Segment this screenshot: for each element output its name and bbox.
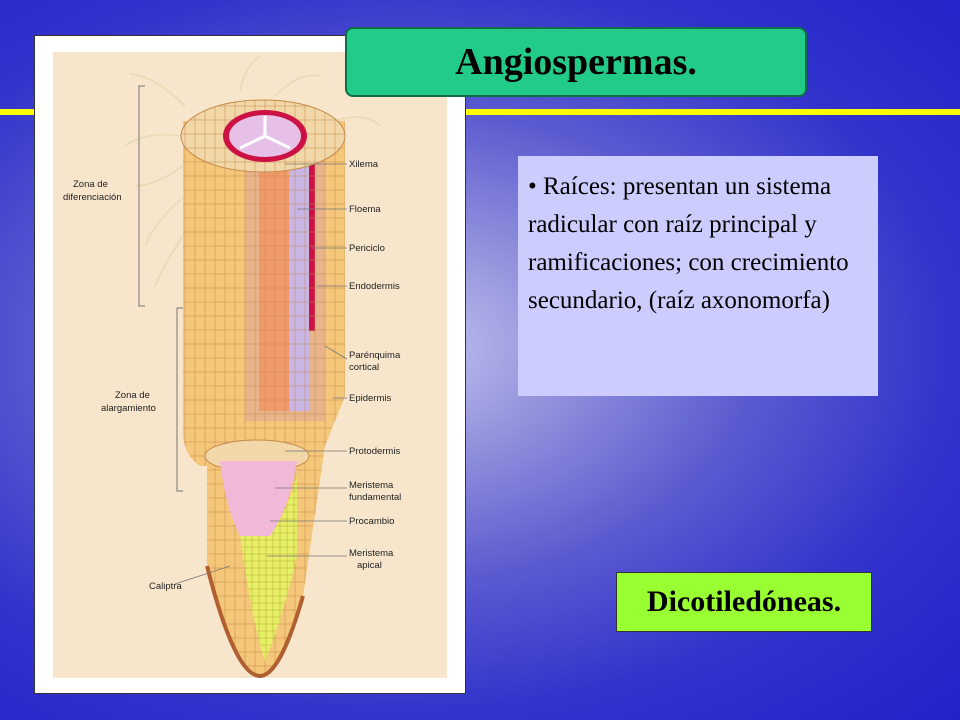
label-xilema: Xilema	[349, 159, 379, 170]
label-zona-diferenciacion-1: Zona de	[73, 179, 108, 190]
badge-label: Dicotiledóneas.	[646, 585, 842, 618]
info-box	[518, 156, 878, 396]
label-epidermis: Epidermis	[349, 393, 392, 404]
label-endodermis: Endodermis	[349, 281, 400, 292]
label-meristema-fundamental-1: Meristema	[349, 480, 394, 491]
label-meristema-fundamental-2: fundamental	[349, 492, 402, 503]
label-floema: Floema	[349, 204, 381, 215]
label-protodermis: Protodermis	[349, 446, 401, 457]
label-parenquima-1: Parénquima	[349, 350, 401, 361]
root-anatomy-illustration	[35, 36, 465, 693]
label-zona-alargamiento-1: Zona de	[115, 390, 150, 401]
label-parenquima-2: cortical	[349, 362, 380, 373]
label-zona-diferenciacion-2: diferenciación	[63, 192, 122, 203]
label-periciclo: Periciclo	[349, 243, 385, 254]
label-caliptra: Caliptra	[149, 581, 182, 592]
slide-title: Angiospermas.	[455, 41, 697, 83]
root-diagram-figure	[34, 35, 466, 694]
label-meristema-apical-1: Meristema	[349, 548, 394, 559]
category-badge	[616, 572, 872, 632]
bullet-text: • Raíces: presentan un sistema radicular con raíz principal y ramificaciones; con crecimiento secundario, (raíz axonomorfa)	[528, 173, 849, 314]
title-box	[345, 27, 807, 97]
label-zona-alargamiento-2: alargamiento	[101, 403, 156, 414]
label-meristema-apical-2: apical	[357, 560, 382, 571]
label-procambio: Procambio	[349, 516, 395, 527]
